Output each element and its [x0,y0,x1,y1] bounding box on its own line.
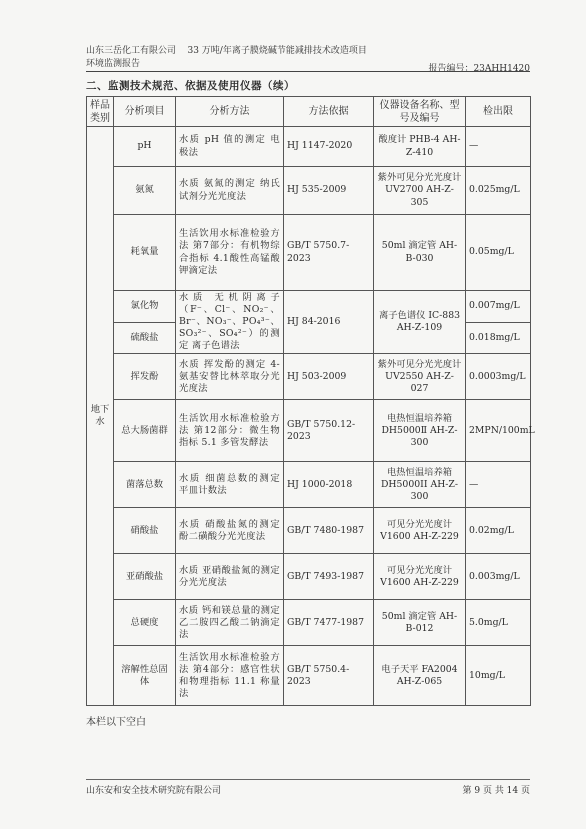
instrument-cell: 50ml 滴定管 AH-B-012 [374,600,466,646]
item-cell: pH [114,127,176,167]
limit-cell: 2MPN/100mL [466,400,531,462]
instrument-cell: 离子色谱仪 IC-883 AH-Z-109 [374,291,466,354]
method-cell: 生活饮用水标准检验方法 第7部分：有机物综合指标 4.1酸性高锰酸钾滴定法 [176,215,284,291]
method-cell: 水质 硝酸盐氮的测定 酚二磺酸分光光度法 [176,508,284,554]
header-category: 样品类别 [87,97,114,127]
header-line-1 [86,43,367,56]
header-doc-type: 环境监测报告 [86,59,141,69]
method-cell: 生活饮用水标准检验方法 第12部分：微生物指标 5.1 多管发酵法 [176,400,284,462]
report-number: 报告编号：23AHH1420 [428,64,530,74]
limit-cell: — [466,462,531,508]
limit-cell: 0.007mg/L [466,291,531,323]
limit-cell: 0.02mg/L [466,508,531,554]
basis-cell: GB/T 7480-1987 [284,508,374,554]
footer-institute: 山东安和安全技术研究院有限公司 [86,786,222,796]
basis-cell: HJ 1000-2018 [284,462,374,508]
table-row [87,167,531,215]
basis-cell: GB/T 7493-1987 [284,554,374,600]
table-row [87,462,531,508]
methods-table [86,96,535,706]
basis-cell: GB/T 5750.4-2023 [284,646,374,706]
method-cell: 水质 亚硝酸盐氮的测定 分光光度法 [176,554,284,600]
item-cell: 挥发酚 [114,354,176,400]
limit-cell: 0.05mg/L [466,215,531,291]
table-row [87,127,531,167]
item-cell: 总硬度 [114,600,176,646]
basis-cell: GB/T 7477-1987 [284,600,374,646]
instrument-cell: 电子天平 FA2004 AH-Z-065 [374,646,466,706]
header-method: 分析方法 [176,97,284,127]
method-cell: 水质 氨氮的测定 纳氏试剂分光光度法 [176,167,284,215]
item-cell: 耗氧量 [114,215,176,291]
instrument-cell: 可见分光光度计 V1600 AH-Z-229 [374,508,466,554]
item-cell: 氯化物 [114,291,176,323]
instrument-cell: 紫外可见分光光度计 UV2550 AH-Z-027 [374,354,466,400]
header-item: 分析项目 [114,97,176,127]
item-cell: 硝酸盐 [114,508,176,554]
method-cell: 水质 钙和镁总量的测定 乙二胺四乙酸二钠滴定法 [176,600,284,646]
item-cell: 溶解性总固体 [114,646,176,706]
method-cell: 水质 无机阴离子（F⁻、Cl⁻、NO₂⁻、Br⁻、NO₃⁻、PO₄³⁻、SO₃²⁻、SO₄²⁻）的测定 离子色谱法 [176,291,284,354]
header-basis: 方法依据 [284,97,374,127]
table-row [87,291,531,323]
footer-rule [86,779,530,780]
category-cell: 地下水 [87,127,114,706]
basis-cell: HJ 535-2009 [284,167,374,215]
section-title: 二、监测技术规范、依据及使用仪器（续） [86,80,295,92]
header-limit: 检出限 [466,97,531,127]
method-cell: 水质 细菌总数的测定 平皿计数法 [176,462,284,508]
table-row [87,354,531,400]
table-row [87,508,531,554]
limit-cell: 0.003mg/L [466,554,531,600]
table-row [87,400,531,462]
method-cell: 生活饮用水标准检验方法 第4部分：感官性状和物理指标 11.1 称量法 [176,646,284,706]
limit-cell: — [466,127,531,167]
footer-page-number: 第 9 页 共 14 页 [462,786,530,796]
basis-cell: GB/T 5750.12-2023 [284,400,374,462]
limit-cell: 0.0003mg/L [466,354,531,400]
basis-cell: HJ 1147-2020 [284,127,374,167]
limit-cell: 0.025mg/L [466,167,531,215]
basis-cell: GB/T 5750.7-2023 [284,215,374,291]
table-row [87,646,531,706]
header-project: 33 万吨/年离子膜烧碱节能减排技术改造项目 [187,46,367,56]
basis-cell: HJ 84-2016 [284,291,374,354]
item-cell: 菌落总数 [114,462,176,508]
header-rule [86,71,530,72]
table-row [87,600,531,646]
blank-below-note: 本栏以下空白 [86,717,146,728]
item-cell: 硫酸盐 [114,322,176,354]
table-row [87,215,531,291]
instrument-cell: 电热恒温培养箱 DH5000II AH-Z-300 [374,462,466,508]
method-cell: 水质 挥发酚的测定 4-氨基安替比林萃取分光光度法 [176,354,284,400]
method-cell: 水质 pH 值的测定 电极法 [176,127,284,167]
limit-cell: 0.018mg/L [466,322,531,354]
limit-cell: 10mg/L [466,646,531,706]
header-company: 山东三岳化工有限公司 [86,46,177,56]
table-header-row [87,97,531,127]
instrument-cell: 50ml 滴定管 AH-B-030 [374,215,466,291]
item-cell: 氨氮 [114,167,176,215]
instrument-cell: 紫外可见分光光度计 UV2700 AH-Z-305 [374,167,466,215]
limit-cell: 5.0mg/L [466,600,531,646]
table-row [87,554,531,600]
basis-cell: HJ 503-2009 [284,354,374,400]
item-cell: 总大肠菌群 [114,400,176,462]
instrument-cell: 可见分光光度计 V1600 AH-Z-229 [374,554,466,600]
header-instrument: 仪器设备名称、型号及编号 [374,97,466,127]
item-cell: 亚硝酸盐 [114,554,176,600]
instrument-cell: 酸度计 PHB-4 AH-Z-410 [374,127,466,167]
instrument-cell: 电热恒温培养箱 DH5000Ⅱ AH-Z-300 [374,400,466,462]
